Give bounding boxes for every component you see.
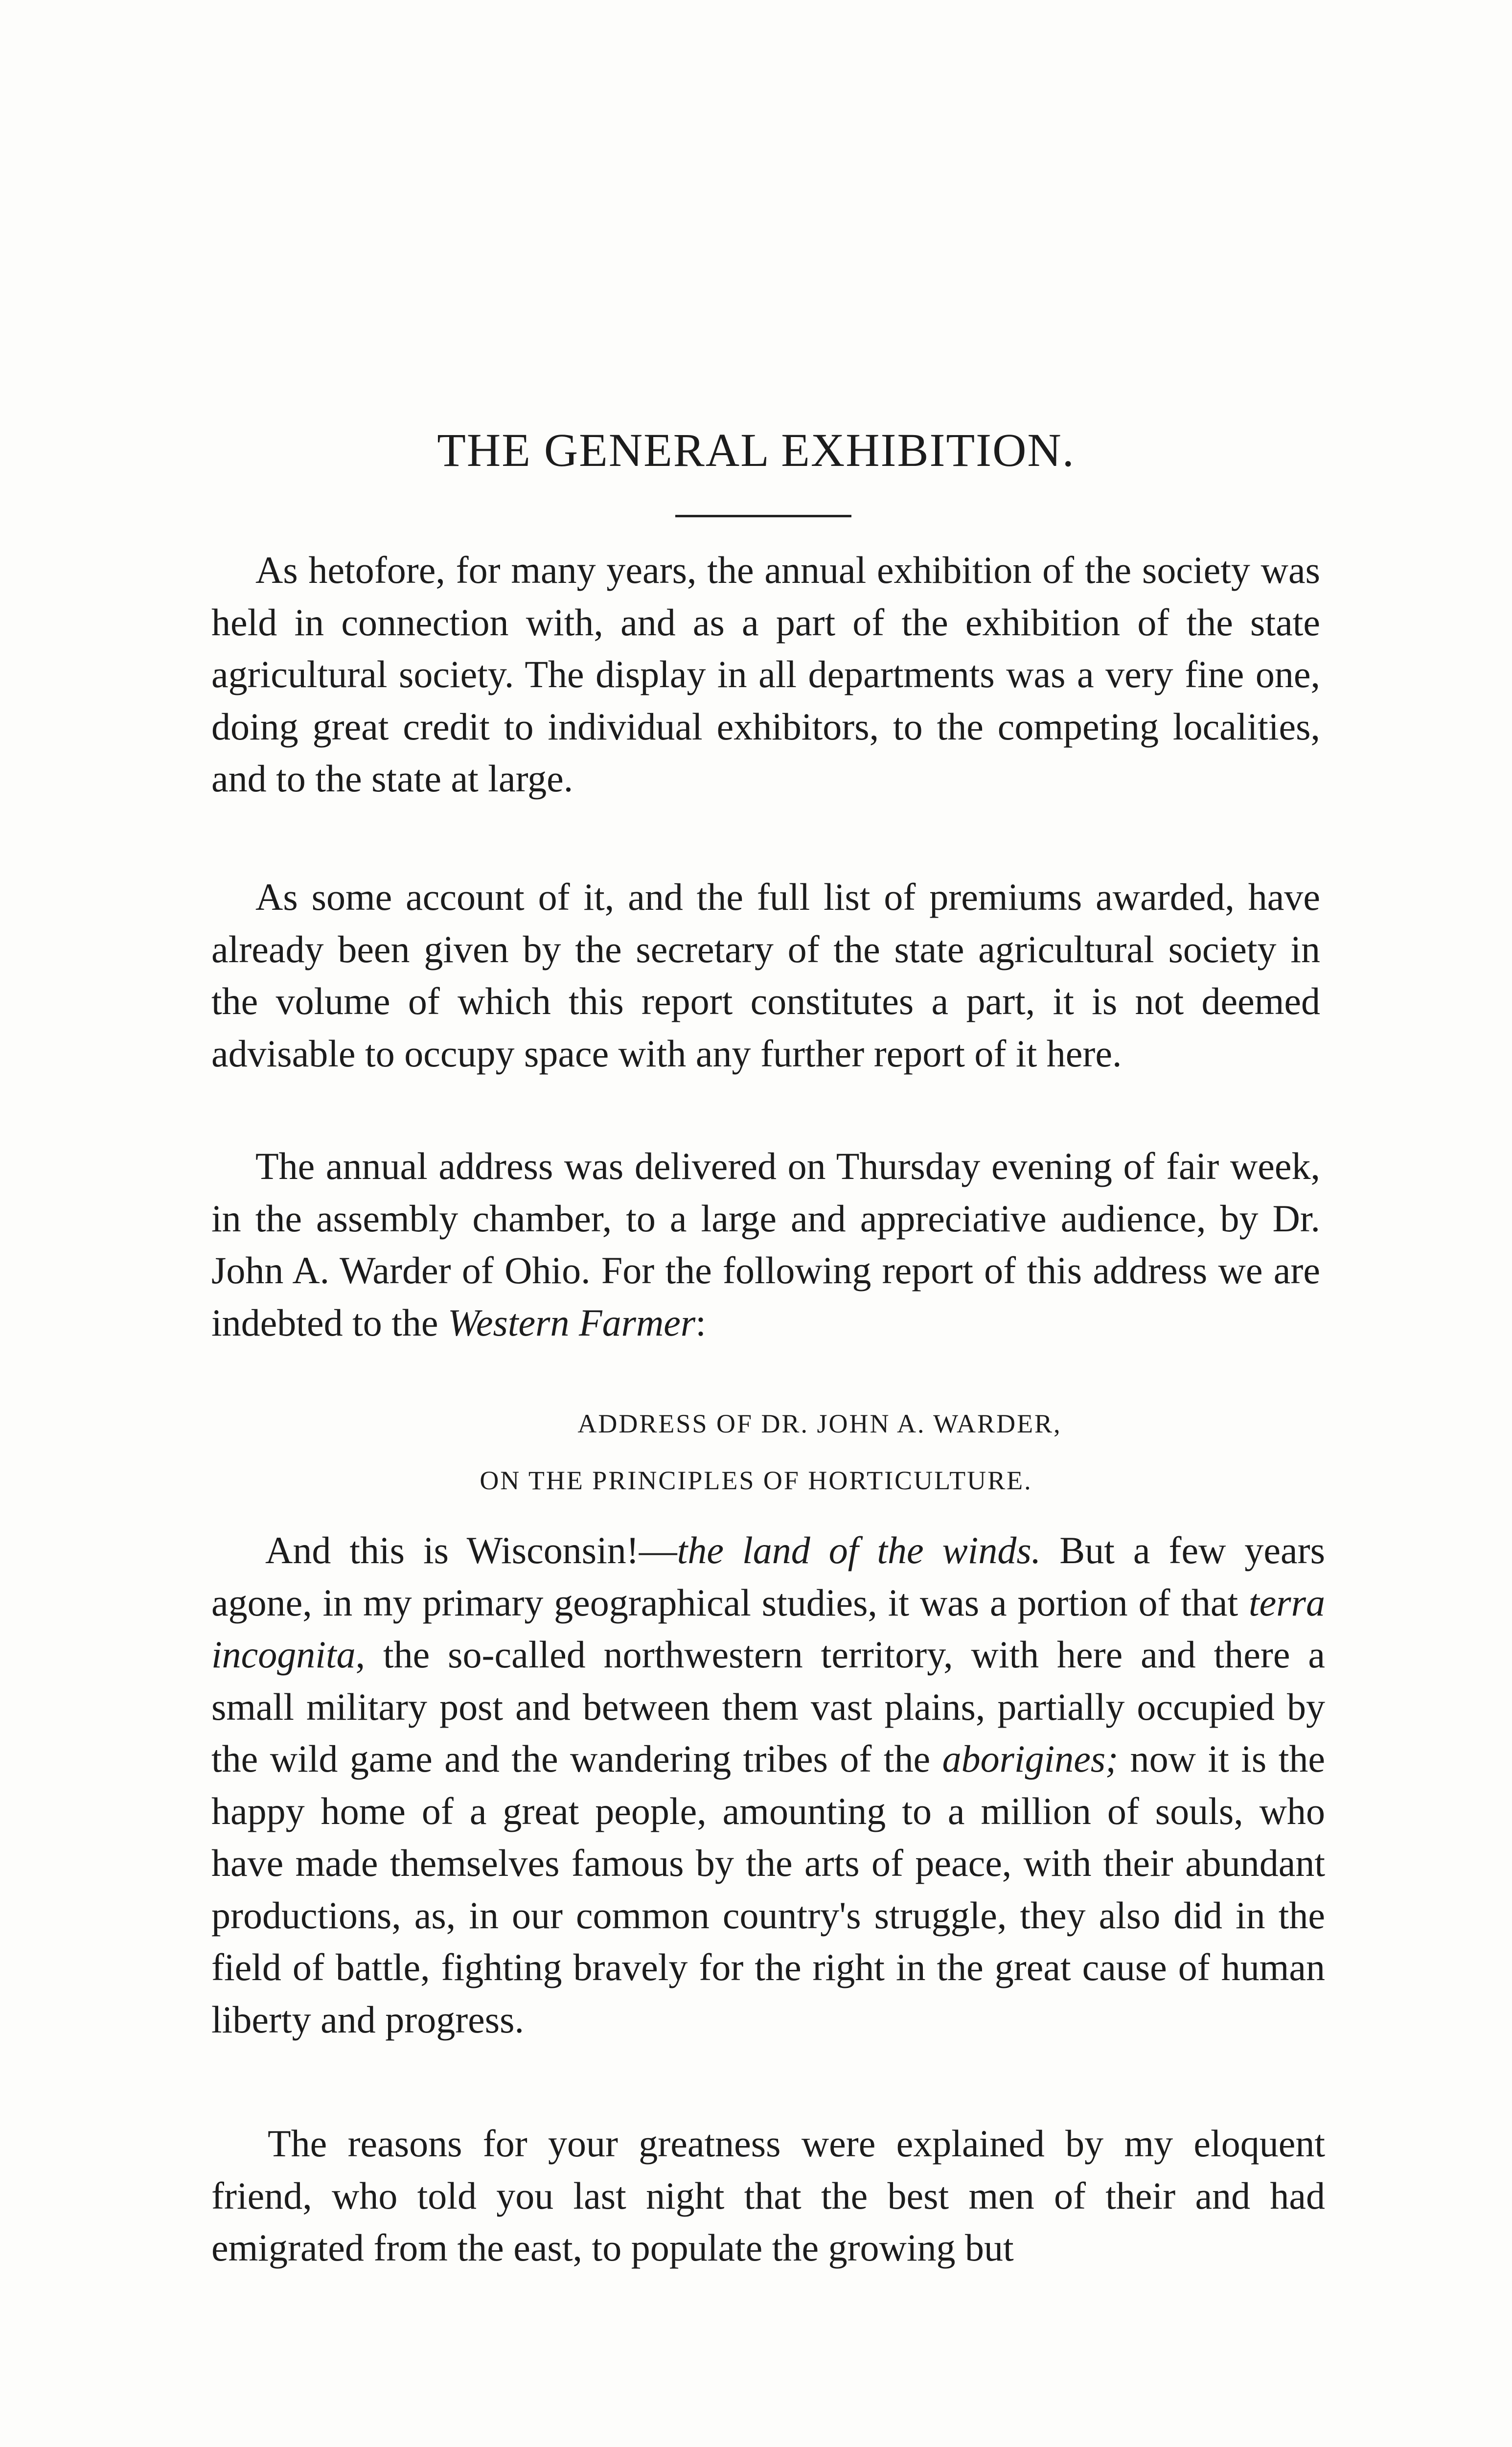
wisconsin-text-g: now it is the happy home of a great people, amounting to a million of souls, who have made themselves famous by the arts of peace, with their abundant productions, as, in our common country's struggle, they also did in the field of battle, fighting bravely for the right in the great cause of human liberty and progress. <box>211 1737 1325 2041</box>
paragraph-exhibition-intro: As hetofore, for many years, the annual exhibition of the society was held in connection with, and as a part of the exhibition of the state agricultural society. The display in all departments was a very fine one, doing great credit to individual exhibitors, to the competing localities, and to the state at large. <box>211 549 1320 800</box>
western-farmer-italic: Western Farmer <box>448 1301 696 1344</box>
section-heading-principles: ON THE PRINCIPLES OF HORTICULTURE. <box>480 1466 1032 1495</box>
paragraph-reasons: The reasons for your greatness were explained by my eloquent friend, who told you last night that the best men of their and had emigrated from the east, to populate the growing but <box>211 2122 1325 2269</box>
wisconsin-text-c: But a few years agone, in my primary geographical studies, it was a portion of that <box>211 1529 1325 1624</box>
terra-incognita-italic: terra incognita <box>211 1581 1325 1676</box>
address-colon: : <box>695 1301 706 1344</box>
address-text: The annual address was delivered on Thursday evening of fair week, in the assembly chamber, to a large and appreciative audience, by Dr. John A. Warder of Ohio. For the following report of this address we are indebted to the <box>211 1145 1320 1344</box>
page-title: THE GENERAL EXHIBITION. <box>437 424 1075 476</box>
wisconsin-text-a: And this is Wisconsin!— <box>265 1529 677 1571</box>
wisconsin-text-e: , the so-called northwestern territory, with here and there a small military post and between them vast plains, partially occupied by the wild game and the wandering tribes of the <box>211 1633 1325 1780</box>
paragraph-wisconsin <box>211 1524 1325 2046</box>
title-divider <box>675 515 851 517</box>
section-heading-address: ADDRESS OF DR. JOHN A. WARDER, <box>577 1409 1062 1438</box>
paragraph-premiums: As some account of it, and the full list of premiums awarded, have already been given by the secretary of the state agricultural society in the volume of which this report constitutes a part, it is not deemed advisable to occupy space with any further report of it here. <box>211 876 1320 1075</box>
aborigines-italic: aborigines; <box>942 1737 1119 1780</box>
land-of-winds-italic: the land of the winds. <box>677 1529 1041 1571</box>
paragraph-annual-address <box>211 1140 1320 1349</box>
